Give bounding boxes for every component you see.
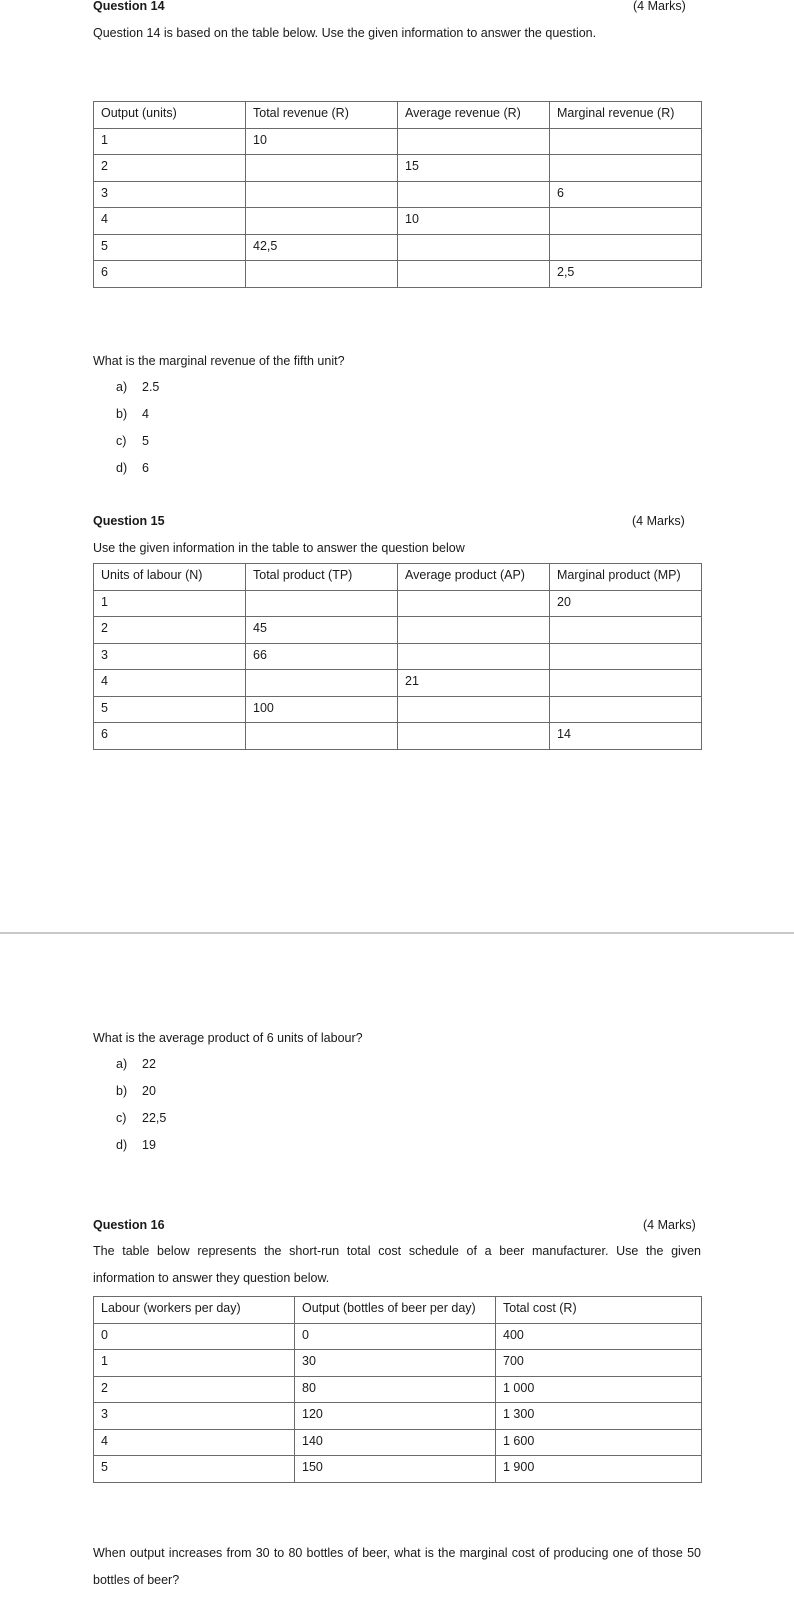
table-row (94, 181, 702, 208)
q15-marks: (4 Marks) (632, 514, 685, 528)
header-cell: Total product (TP) (246, 564, 398, 591)
table-cell (550, 234, 702, 261)
q15-option-d[interactable]: d) 19 (116, 1138, 156, 1152)
q16-marks: (4 Marks) (643, 1218, 696, 1232)
q16-intro-line1: The table below represents the short-run total cost schedule of a beer manufacturer. Use the given (93, 1244, 701, 1258)
table-cell: 30 (295, 1350, 496, 1377)
table-cell (550, 670, 702, 697)
table-cell: 1 900 (496, 1456, 702, 1483)
table-cell (398, 696, 550, 723)
table-cell: 42,5 (246, 234, 398, 261)
table-row (94, 643, 702, 670)
table-cell: 80 (295, 1376, 496, 1403)
table-row (94, 128, 702, 155)
table-row (94, 261, 702, 288)
table-cell: 14 (550, 723, 702, 750)
table-row (94, 1323, 702, 1350)
table-cell (398, 128, 550, 155)
table-cell: 120 (295, 1403, 496, 1430)
table-header-row (94, 1297, 702, 1324)
header-cell: Total revenue (R) (246, 102, 398, 129)
table-row (94, 670, 702, 697)
header-cell: Marginal revenue (R) (550, 102, 702, 129)
table-cell: 2 (94, 155, 246, 182)
header-cell: Labour (workers per day) (94, 1297, 295, 1324)
table-row (94, 723, 702, 750)
table-cell: 6 (94, 261, 246, 288)
table-cell (550, 643, 702, 670)
page-divider (0, 932, 794, 934)
q15-option-b[interactable]: b) 20 (116, 1084, 156, 1098)
table-row (94, 696, 702, 723)
table-cell: 700 (496, 1350, 702, 1377)
table-row (94, 1429, 702, 1456)
table-cell: 20 (550, 590, 702, 617)
table-row (94, 1350, 702, 1377)
table-cell: 4 (94, 1429, 295, 1456)
table-cell (398, 181, 550, 208)
table-cell: 4 (94, 208, 246, 235)
table-cell: 66 (246, 643, 398, 670)
header-cell: Output (bottles of beer per day) (295, 1297, 496, 1324)
table-cell: 5 (94, 234, 246, 261)
table-row (94, 617, 702, 644)
table-cell: 6 (550, 181, 702, 208)
table-cell: 1 (94, 590, 246, 617)
header-cell: Output (units) (94, 102, 246, 129)
table-cell: 2,5 (550, 261, 702, 288)
table-cell (398, 590, 550, 617)
table-cell: 1 (94, 128, 246, 155)
q15-table (93, 563, 702, 750)
table-cell: 2 (94, 617, 246, 644)
q16-table (93, 1296, 702, 1483)
table-row (94, 1456, 702, 1483)
table-cell: 4 (94, 670, 246, 697)
table-cell: 45 (246, 617, 398, 644)
table-cell: 400 (496, 1323, 702, 1350)
table-cell: 0 (94, 1323, 295, 1350)
table-cell: 15 (398, 155, 550, 182)
q14-table (93, 101, 702, 288)
table-row (94, 590, 702, 617)
q16-title: Question 16 (93, 1218, 165, 1232)
table-cell (398, 261, 550, 288)
q14-option-d[interactable]: d) 6 (116, 461, 149, 475)
q15-question: What is the average product of 6 units of labour? (93, 1031, 363, 1045)
table-cell (246, 181, 398, 208)
table-cell (246, 723, 398, 750)
q15-option-c[interactable]: c) 22,5 (116, 1111, 167, 1125)
table-cell: 150 (295, 1456, 496, 1483)
table-cell (550, 696, 702, 723)
table-cell (550, 155, 702, 182)
table-cell: 10 (246, 128, 398, 155)
table-cell: 3 (94, 181, 246, 208)
table-cell: 140 (295, 1429, 496, 1456)
table-cell: 5 (94, 696, 246, 723)
table-cell: 3 (94, 643, 246, 670)
q15-option-a[interactable]: a) 22 (116, 1057, 156, 1071)
table-cell (246, 261, 398, 288)
table-cell (398, 617, 550, 644)
q14-option-c[interactable]: c) 5 (116, 434, 149, 448)
q15-title: Question 15 (93, 514, 165, 528)
table-header-row (94, 102, 702, 129)
table-cell (398, 643, 550, 670)
table-cell (246, 208, 398, 235)
q14-intro: Question 14 is based on the table below. Use the given information to answer the question. (93, 26, 597, 40)
q14-question: What is the marginal revenue of the fifth unit? (93, 354, 345, 368)
table-cell (398, 234, 550, 261)
table-cell: 100 (246, 696, 398, 723)
table-cell: 5 (94, 1456, 295, 1483)
table-row (94, 1376, 702, 1403)
q16-question-line2: bottles of beer? (93, 1573, 180, 1587)
table-cell (550, 128, 702, 155)
header-cell: Average product (AP) (398, 564, 550, 591)
table-cell (398, 723, 550, 750)
table-cell: 6 (94, 723, 246, 750)
table-cell (550, 208, 702, 235)
table-cell (246, 155, 398, 182)
header-cell: Total cost (R) (496, 1297, 702, 1324)
table-cell: 21 (398, 670, 550, 697)
table-cell: 1 300 (496, 1403, 702, 1430)
table-row (94, 208, 702, 235)
q14-title: Question 14 (93, 0, 165, 13)
table-cell: 2 (94, 1376, 295, 1403)
table-row (94, 1403, 702, 1430)
q16-question-line1: When output increases from 30 to 80 bottles of beer, what is the marginal cost of producing one of those 50 (93, 1546, 701, 1560)
q14-option-b[interactable]: b) 4 (116, 407, 149, 421)
table-cell: 10 (398, 208, 550, 235)
q14-option-a[interactable]: a) 2.5 (116, 380, 160, 394)
q14-marks: (4 Marks) (633, 0, 686, 13)
q15-intro: Use the given information in the table to answer the question below (93, 541, 465, 555)
table-cell: 0 (295, 1323, 496, 1350)
header-cell: Units of labour (N) (94, 564, 246, 591)
table-cell: 1 600 (496, 1429, 702, 1456)
table-row (94, 234, 702, 261)
table-row (94, 155, 702, 182)
table-cell (550, 617, 702, 644)
header-cell: Average revenue (R) (398, 102, 550, 129)
table-cell: 1 (94, 1350, 295, 1377)
table-cell: 1 000 (496, 1376, 702, 1403)
table-cell: 3 (94, 1403, 295, 1430)
q16-intro-line2: information to answer they question below. (93, 1271, 330, 1285)
header-cell: Marginal product (MP) (550, 564, 702, 591)
table-cell (246, 670, 398, 697)
table-header-row (94, 564, 702, 591)
table-cell (246, 590, 398, 617)
